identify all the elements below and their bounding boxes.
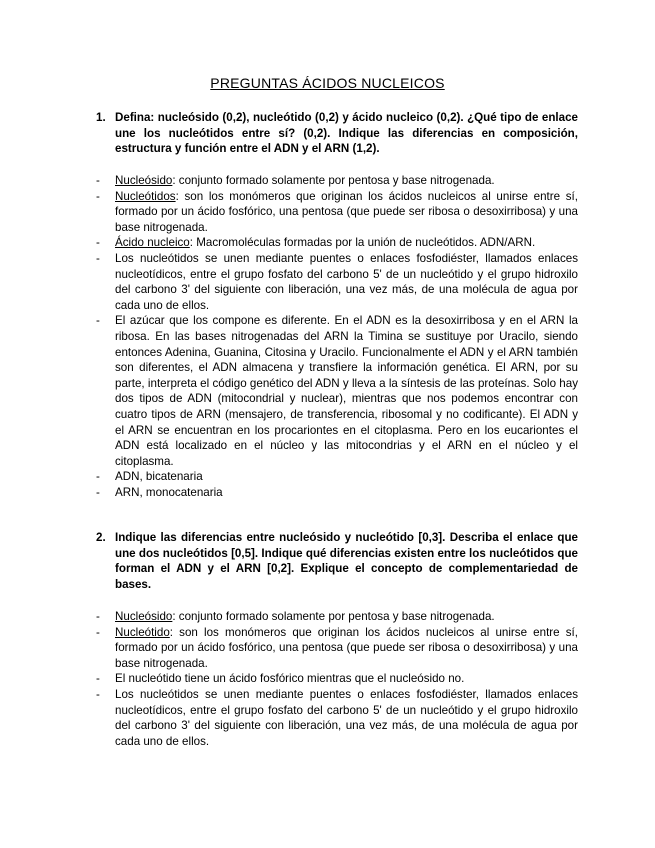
paragraph: ARN, monocatenaria bbox=[115, 485, 223, 499]
bullet-dash: - bbox=[96, 625, 100, 639]
bullet-dash: - bbox=[96, 251, 100, 265]
bullet-dash: - bbox=[96, 236, 100, 250]
answer-list-1 bbox=[96, 173, 578, 500]
question-text: Defina: nucleósido (0,2), nucleótido (0,2) y ácido nucleico (0,2). ¿Qué tipo de enlace une los nucleótidos entre sí? (0,2). Indique las diferencias en composición, estructura y función entre el ADN y el ARN (1,2). bbox=[115, 111, 578, 156]
list-item bbox=[96, 173, 578, 189]
definition: : son los monómeros que originan los ácidos nucleicos al unirse entre sí, formado por un ácido fosfórico, una pentosa (que puede ser ribosa o desoxirribosa) y una base nitrogenada. bbox=[115, 625, 578, 670]
bullet-dash: - bbox=[96, 470, 100, 484]
list-item bbox=[96, 609, 578, 625]
term: Nucleósido bbox=[115, 610, 173, 623]
list-item bbox=[96, 251, 578, 313]
answer-list-2 bbox=[96, 609, 578, 749]
list-item bbox=[96, 469, 578, 485]
definition: : son los monómeros que originan los ácidos nucleicos al unirse entre sí, formado por un ácido fosfórico, una pentosa (que puede ser ribosa o desoxirribosa) y una base nitrogenada. bbox=[115, 189, 578, 234]
paragraph: ADN, bicatenaria bbox=[115, 470, 203, 484]
term: Ácido nucleico bbox=[115, 236, 190, 250]
bullet-dash: - bbox=[96, 189, 100, 203]
list-item bbox=[96, 625, 578, 672]
list-item bbox=[96, 313, 578, 469]
question-1 bbox=[96, 110, 578, 157]
paragraph: Los nucleótidos se unen mediante puentes o enlaces fosfodiéster, llamados enlaces nucleotídicos, entre el grupo fosfato del carbono 5' de un nucleótido y el grupo hidroxilo del carbono 3' del siguiente con liberación, una vez más, de una molécula de agua por cada uno de ellos. bbox=[115, 251, 578, 312]
question-number: 2. bbox=[96, 531, 106, 544]
paragraph: El nucleótido tiene un ácido fosfórico mientras que el nucleósido no. bbox=[115, 672, 465, 686]
bullet-dash: - bbox=[96, 485, 100, 499]
bullet-dash: - bbox=[96, 314, 100, 328]
term: Nucleótidos bbox=[115, 189, 176, 203]
definition: : conjunto formado solamente por pentosa y base nitrogenada. bbox=[172, 174, 495, 187]
definition: : Macromoléculas formadas por la unión de nucleótidos. ADN/ARN. bbox=[189, 236, 536, 250]
question-text: Indique las diferencias entre nucleósido y nucleótido [0,3]. Describa el enlace que une dos nucleótidos [0,5]. Indique qué diferencias existen entre los nucleótidos que forman el ADN y el ARN [0,2]. Explique el concepto de complementariedad de bases. bbox=[115, 531, 578, 591]
paragraph: Los nucleótidos se unen mediante puentes o enlaces fosfodiéster, llamados enlaces nucleotídicos, entre el grupo fosfato del carbono 5' de un nucleótido y el grupo hidroxilo del carbono 3' del siguiente con liberación, una vez más, de una molécula de agua por cada uno de ellos. bbox=[115, 687, 578, 748]
bullet-dash: - bbox=[96, 687, 100, 701]
definition: : conjunto formado solamente por pentosa y base nitrogenada. bbox=[172, 610, 495, 623]
bullet-dash: - bbox=[96, 174, 100, 187]
bullet-dash: - bbox=[96, 610, 100, 623]
bullet-dash: - bbox=[96, 672, 100, 686]
question-2 bbox=[96, 530, 578, 592]
list-item bbox=[96, 485, 578, 501]
paragraph: El azúcar que los compone es diferente. En el ADN es la desoxirribosa y en el ARN la ribosa. En las bases nitrogenadas del ARN la Timina se sustituye por Uracilo, siendo entonces Adenina, Guanina, Citosina y Uracilo. Funcionalmente el ADN y el ARN también son diferentes, el ADN almacena y transfiere la información genética. El ARN, por su parte, interpreta el código genético del ADN y lleva a la síntesis de las proteínas. Solo hay dos tipos de ADN (mitocondrial y nuclear), mientras que nos podemos encontrar con cuatro tipos de ARN (mensajero, de transferencia, ribosomal y no codificante). El ADN y el ARN se encuentran en los procariontes en el citoplasma. Pero en los eucariontes el ADN está localizado en el núcleo y las mitocondrias y el ARN en el núcleo y el citoplasma. bbox=[115, 314, 578, 468]
list-item bbox=[96, 687, 578, 749]
document-title: PREGUNTAS ÁCIDOS NUCLEICOS bbox=[210, 75, 445, 91]
list-item bbox=[96, 235, 578, 251]
question-number: 1. bbox=[96, 111, 106, 124]
list-item bbox=[96, 189, 578, 236]
term: Nucleótido bbox=[115, 625, 170, 639]
list-item bbox=[96, 671, 578, 687]
term: Nucleósido bbox=[115, 174, 173, 187]
